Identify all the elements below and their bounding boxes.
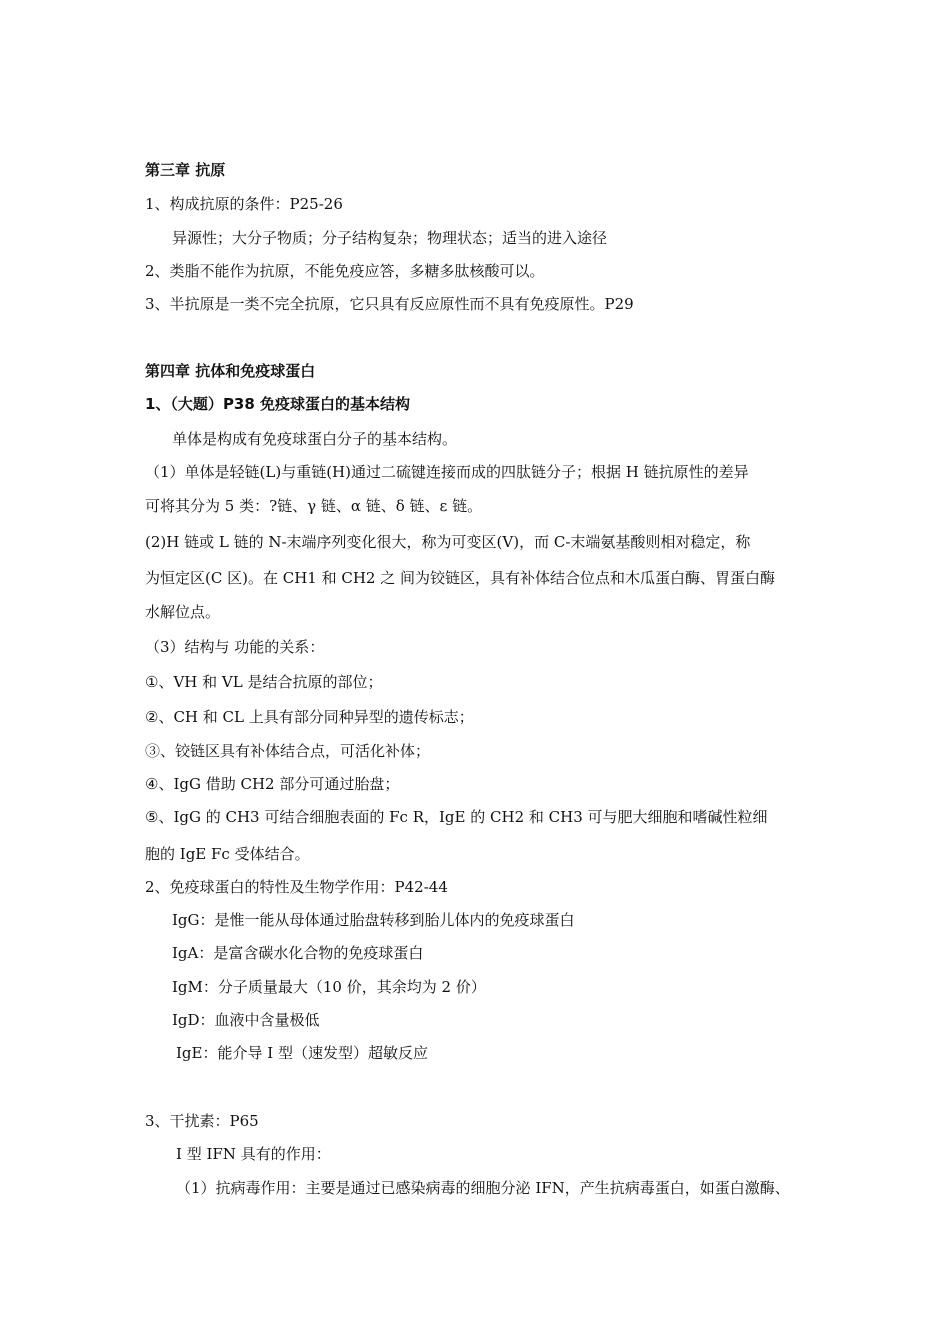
chapter4-heading: 第四章 抗体和免疫球蛋白 [145,362,316,380]
ifn-para1: （1）抗病毒作用：主要是通过已感染病毒的细胞分泌 IFN，产生抗病毒蛋白，如蛋白激酶、 [176,1179,790,1197]
chapter4-item3: 3、干扰素：P65 [145,1112,259,1130]
structure-para1-line2: 可将其分为 5 类：?链、γ 链、α 链、δ 链、ε 链。 [145,497,483,515]
igd-line: IgD：血液中含量极低 [172,1011,320,1029]
iga-line: IgA：是富含碳水化合物的免疫球蛋白 [172,944,424,962]
ige-line: IgE：能介导 I 型（速发型）超敏反应 [176,1044,428,1062]
relation-item-3: ③、铰链区具有补体结合点，可活化补体； [145,742,431,760]
chapter4-item1: 1、（大题）P38 免疫球蛋白的基本结构 [145,395,411,413]
structure-para2-line3: 水解位点。 [145,603,221,621]
chapter4-item2: 2、免疫球蛋白的特性及生物学作用：P42-44 [145,878,448,896]
chapter4-item1-intro: 单体是构成有免疫球蛋白分子的基本结构。 [172,430,458,448]
structure-para2-line1: (2)H 链或 L 链的 N-末端序列变化很大，称为可变区(V)，而 C-末端氨基酸则相对稳定，称 [145,533,751,551]
relation-item-4: ④、IgG 借助 CH2 部分可通过胎盘； [145,775,400,793]
structure-para2-line2: 为恒定区(C 区)。在 CH1 和 CH2 之 间为铰链区，具有补体结合位点和木瓜蛋白酶、胃蛋白酶 [145,569,775,587]
chapter3-item2: 2、类脂不能作为抗原，不能免疫应答，多糖多肽核酸可以。 [145,262,545,280]
relation-item-5-line1: ⑤、IgG 的 CH3 可结合细胞表面的 Fc R，IgE 的 CH2 和 CH3 可与肥大细胞和嗜碱性粒细 [145,808,768,826]
structure-para1-line1: （1）单体是轻链(L)与重链(H)通过二硫键连接而成的四肽链分子；根据 H 链抗原性的差异 [145,463,749,481]
chapter3-item1: 1、构成抗原的条件：P25-26 [145,195,343,213]
relation-item-5-line2: 胞的 IgE Fc 受体结合。 [145,845,310,863]
chapter3-heading: 第三章 抗原 [145,161,226,179]
chapter3-item3: 3、半抗原是一类不完全抗原，它只具有反应原性而不具有免疫原性。P29 [145,295,634,313]
structure-para3: （3）结构与 功能的关系： [145,638,325,656]
relation-item-2: ②、CH 和 CL 上具有部分同种异型的遗传标志； [145,708,474,726]
igm-line: IgM：分子质量最大（10 价，其余均为 2 价） [172,978,486,996]
chapter3-item1-detail: 异源性；大分子物质；分子结构复杂；物理状态；适当的进入途径 [172,229,608,247]
relation-item-1: ①、VH 和 VL 是结合抗原的部位； [145,673,383,691]
igg-line: IgG：是惟一能从母体通过胎盘转移到胎儿体内的免疫球蛋白 [172,911,575,929]
ifn-intro: I 型 IFN 具有的作用： [176,1145,331,1163]
